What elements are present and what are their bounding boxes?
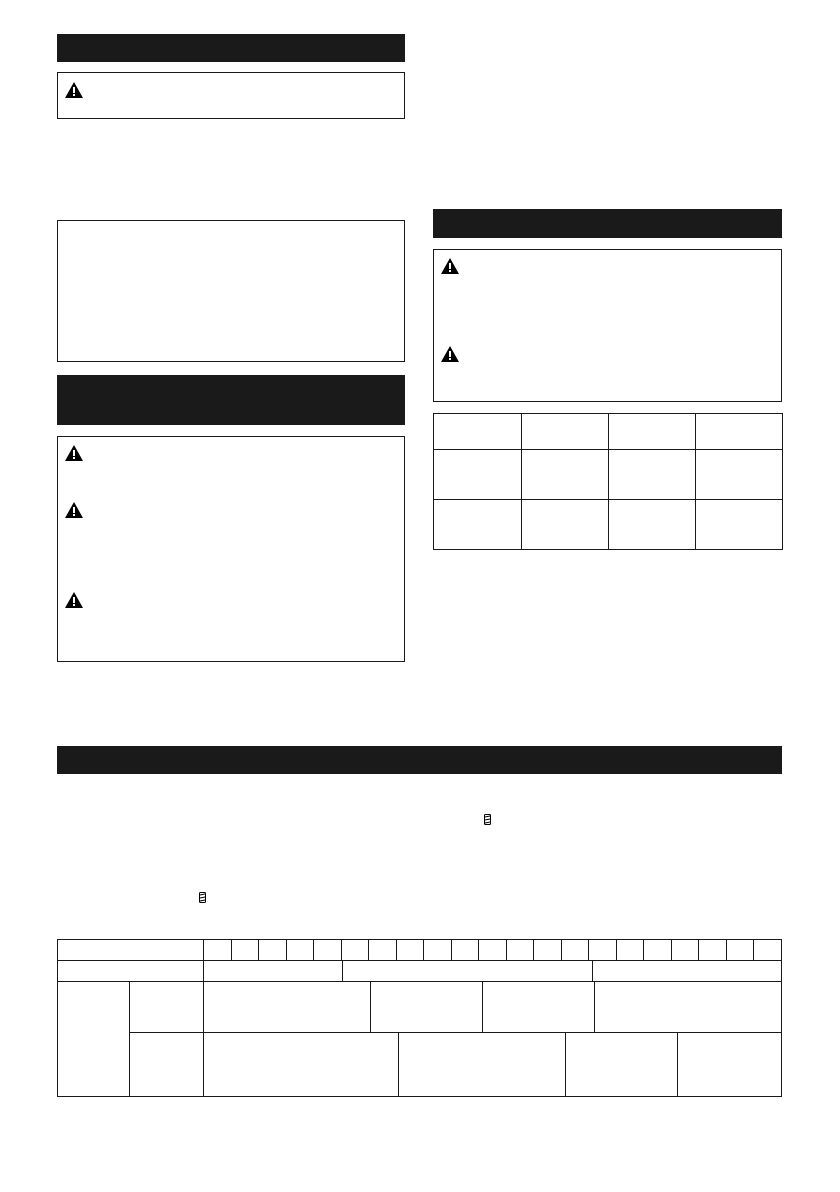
large-table-row-2	[57, 960, 782, 982]
section-heading-bar-1	[57, 34, 405, 62]
table-cell	[678, 1033, 782, 1097]
table-cell	[396, 940, 424, 961]
warning-box-2	[57, 436, 405, 662]
table-cell	[204, 940, 232, 961]
table-cell	[506, 940, 534, 961]
table-cell	[699, 940, 727, 961]
table-cell	[434, 414, 522, 450]
large-table-row-1	[57, 939, 782, 961]
table-row	[434, 414, 783, 450]
table-cell	[451, 940, 479, 961]
drill-bit-icon	[199, 892, 206, 903]
table-cell	[231, 940, 259, 961]
table-cell	[343, 961, 593, 982]
warning-triangle-icon	[65, 592, 83, 608]
table-cell	[534, 940, 562, 961]
table-cell	[369, 940, 397, 961]
table-cell	[561, 940, 589, 961]
drill-bit-icon	[484, 814, 491, 825]
table-cell	[314, 940, 342, 961]
section-heading-bar-3	[433, 209, 782, 238]
table-cell	[566, 1033, 678, 1097]
table-cell	[57, 981, 130, 1097]
table-cell	[434, 450, 522, 500]
table-cell	[696, 500, 783, 550]
table-cell	[726, 940, 754, 961]
table-cell	[479, 940, 507, 961]
table-cell	[371, 982, 483, 1033]
warning-triangle-icon	[65, 445, 83, 461]
table-cell	[286, 940, 314, 961]
table-cell	[204, 1033, 399, 1097]
warning-box-1	[57, 72, 405, 119]
table-cell	[259, 940, 287, 961]
table-cell	[58, 940, 204, 961]
table-cell	[754, 940, 782, 961]
table-cell	[204, 961, 343, 982]
table-cell	[424, 940, 452, 961]
notice-box	[57, 220, 405, 362]
table-cell	[609, 450, 696, 500]
table-cell	[609, 500, 696, 550]
table-cell	[522, 414, 609, 450]
large-table-row-4	[129, 1032, 782, 1097]
table-cell	[696, 414, 783, 450]
table-cell	[130, 1033, 204, 1097]
table-cell	[589, 940, 617, 961]
table-cell	[399, 1033, 566, 1097]
small-table	[433, 413, 783, 550]
warning-triangle-icon	[65, 82, 83, 98]
table-cell	[609, 414, 696, 450]
table-cell	[671, 940, 699, 961]
table-cell	[204, 982, 371, 1033]
warning-triangle-icon	[65, 502, 83, 518]
large-table-row-3	[129, 981, 782, 1033]
table-row	[434, 450, 783, 500]
table-cell	[434, 500, 522, 550]
table-cell	[130, 982, 204, 1033]
table-cell	[522, 450, 609, 500]
table-row	[434, 500, 783, 550]
warning-box-3	[433, 249, 782, 402]
section-heading-bar-4	[57, 746, 782, 774]
table-cell	[644, 940, 672, 961]
table-cell	[522, 500, 609, 550]
table-cell	[483, 982, 595, 1033]
table-cell	[58, 961, 204, 982]
table-cell	[616, 940, 644, 961]
warning-triangle-icon	[441, 258, 459, 274]
table-cell	[696, 450, 783, 500]
section-heading-bar-2	[57, 375, 405, 425]
large-table	[57, 939, 782, 1097]
table-cell	[595, 982, 782, 1033]
table-cell	[341, 940, 369, 961]
warning-triangle-icon	[441, 346, 459, 362]
table-cell	[593, 961, 782, 982]
